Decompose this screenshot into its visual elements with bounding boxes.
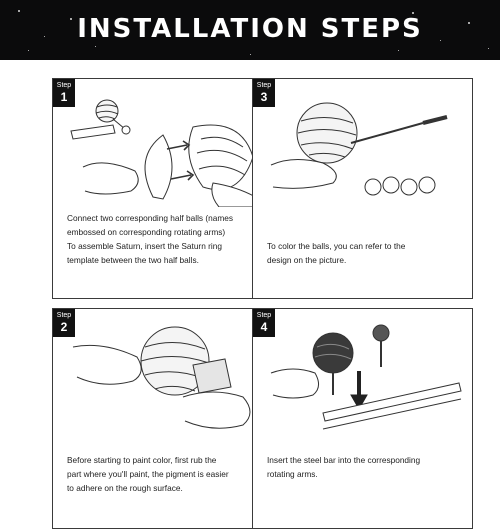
step-badge-label: Step	[256, 82, 272, 89]
step-1-panel	[52, 78, 273, 299]
page-title: INSTALLATION STEPS	[77, 14, 423, 44]
step-4-panel	[252, 308, 473, 529]
step-2-illustration	[63, 317, 263, 437]
step-badge-number: 3	[260, 90, 268, 104]
step-badge-number: 1	[60, 90, 68, 104]
caption-line: To color the balls, you can refer to the	[267, 241, 406, 251]
step-4-illustration	[263, 317, 463, 437]
header-banner	[0, 0, 500, 60]
caption-line: to adhere on the rough surface.	[67, 483, 183, 493]
caption-line: embossed on corresponding rotating arms)	[67, 227, 226, 237]
caption-line: template between the two half balls.	[67, 255, 199, 265]
step-badge-label: Step	[256, 312, 272, 319]
step-2-caption	[67, 441, 266, 495]
step-badge-number: 4	[260, 320, 268, 334]
caption-line: Insert the steel bar into the corresponding	[267, 455, 421, 465]
step-badge-label: Step	[56, 312, 72, 319]
step-1-caption	[67, 211, 266, 267]
caption-line: Before starting to paint color, first rub the	[67, 455, 217, 465]
step-badge-number: 2	[60, 320, 68, 334]
step-4-caption	[267, 441, 466, 481]
step-badge-label: Step	[56, 82, 72, 89]
caption-line: Connect two corresponding half balls (names	[67, 213, 234, 223]
caption-line: part where you'll paint, the pigment is easier	[67, 469, 229, 479]
step-3-panel	[252, 78, 473, 299]
step-1-illustration	[63, 87, 263, 207]
caption-line: rotating arms.	[267, 469, 318, 479]
step-2-panel	[52, 308, 273, 529]
caption-line: To assemble Saturn, insert the Saturn ring	[67, 241, 222, 251]
step-3-illustration	[263, 87, 463, 207]
step-3-caption	[267, 211, 466, 267]
caption-line: design on the picture.	[267, 255, 347, 265]
